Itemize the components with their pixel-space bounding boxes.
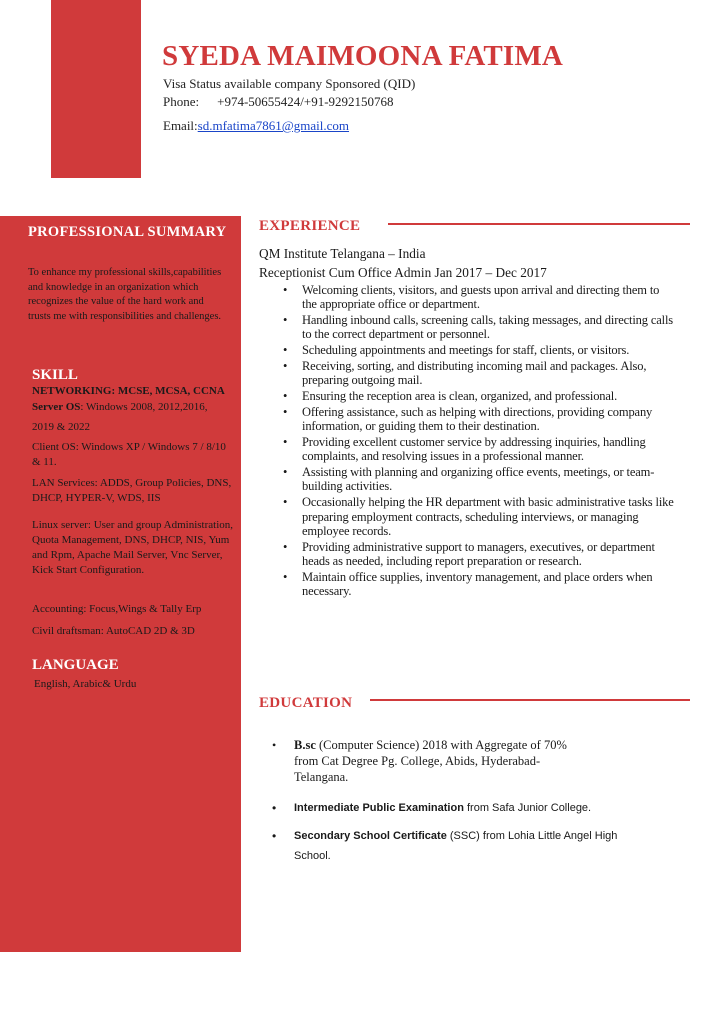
email-label: Email:: [163, 118, 198, 133]
visa-status: Visa Status available company Sponsored (QID): [163, 76, 416, 91]
job-company: QM Institute Telangana – India: [259, 246, 426, 261]
skill-server-os-label: Server OS: [32, 401, 81, 413]
candidate-name: SYEDA MAIMOONA FATIMA: [162, 40, 564, 72]
education-item-intermediate: • Intermediate Public Examination from Safa Junior College.: [272, 801, 592, 815]
skill-heading: SKILL: [32, 367, 78, 383]
professional-summary-text: To enhance my professional skills,capabilities and knowledge in an organization which recognizes the value of the hard work and trusts me with responsibilities and challenges.: [28, 267, 222, 322]
job-title: Receptionist Cum Office Admin Jan 2017 – Dec 2017: [259, 265, 547, 280]
experience-heading: EXPERIENCE: [259, 218, 361, 234]
education-divider: [370, 699, 690, 701]
phone-value: +974-50655424/+91-9292150768: [217, 94, 394, 109]
duty-item: • Providing excellent customer service by addressing inquiries, handling complaints, and resolving issues in a professional manner.: [283, 435, 646, 464]
duty-item: • Offering assistance, such as helping with directions, providing company information, or guiding them to their destination.: [283, 405, 653, 434]
education-list: [272, 737, 672, 866]
sidebar-panel: [0, 216, 241, 952]
education-item-ssc: • Secondary School Certificate (SSC) from Lohia Little Angel High School.: [272, 829, 618, 862]
email-link[interactable]: sd.mfatima7861@gmail.com: [197, 118, 350, 133]
skill-server-os-value: : Windows 2008, 2012,2016,: [80, 401, 208, 413]
phone-line: [163, 94, 394, 110]
skill-linux-server: Linux server: User and group Administration, Quota Management, DNS, DHCP, NIS, Yum and Rpm, Apache Mail Server, Vnc Server, Kick Start Configuration.: [32, 519, 234, 576]
phone-label: Phone:: [163, 94, 200, 109]
language-list: English, Arabic& Urdu: [34, 678, 137, 690]
skill-lan-services: LAN Services: ADDS, Group Policies, DNS, DHCP, HYPER-V, WDS, IIS: [32, 477, 232, 504]
job-duties-list: [283, 283, 675, 600]
skill-civil-draftsman: Civil draftsman: AutoCAD 2D & 3D: [32, 625, 195, 637]
duty-item: • Scheduling appointments and meetings for staff, clients, or visitors.: [283, 343, 630, 358]
education-heading: EDUCATION: [259, 695, 353, 711]
professional-summary-heading: PROFESSIONAL SUMMARY: [28, 224, 227, 240]
skill-server-os-versions: 2019 & 2022: [32, 421, 91, 433]
experience-divider: [388, 223, 690, 225]
skill-networking: NETWORKING: MCSE, MCSA, CCNA: [32, 385, 225, 397]
duty-item: • Assisting with planning and organizing office events, meetings, or team-building activities.: [283, 465, 655, 494]
email-line: [163, 118, 349, 134]
duty-item: • Maintain office supplies, inventory management, and place orders when necessary.: [283, 569, 653, 598]
duty-item: • Receiving, sorting, and distributing incoming mail and packages. Also, preparing outgoing mail.: [283, 359, 647, 388]
header-accent-block: [51, 0, 141, 178]
duty-item: • Occasionally helping the HR department with basic administrative tasks like preparing employment contracts, scheduling interviews, or managing employee records.: [283, 495, 674, 538]
duty-item: • Welcoming clients, visitors, and guests upon arrival and directing them to the appropriate office or department.: [283, 283, 660, 312]
education-item-bsc: • B.sc (Computer Science) 2018 with Aggregate of 70% from Cat Degree Pg. College, Abids, Hyderabad-Telangana.: [272, 738, 567, 784]
duty-item: • Ensuring the reception area is clean, organized, and professional.: [283, 389, 618, 404]
skill-server-os: [32, 400, 237, 415]
duty-item: • Providing administrative support to managers, executives, or department heads as needed, including report preparation or research.: [283, 539, 655, 568]
skill-accounting: Accounting: Focus,Wings & Tally Erp: [32, 603, 202, 615]
duty-item: • Handling inbound calls, screening calls, taking messages, and directing calls to the correct department or personnel.: [283, 313, 673, 342]
language-heading: LANGUAGE: [32, 657, 119, 673]
skill-client-os: Client OS: Windows XP / Windows 7 / 8/10 & 11.: [32, 441, 226, 468]
